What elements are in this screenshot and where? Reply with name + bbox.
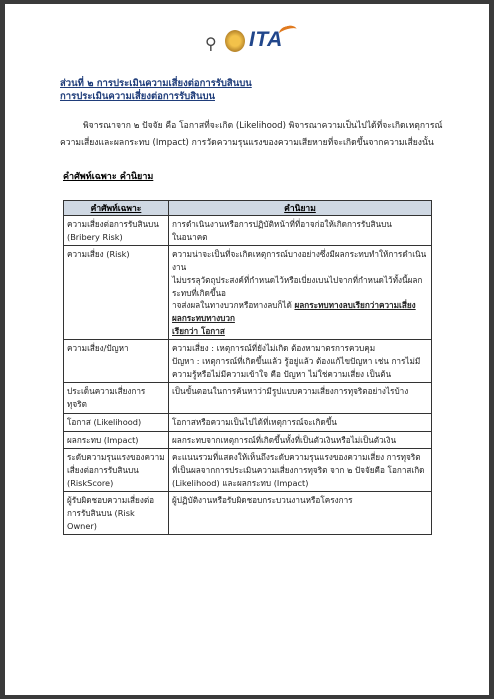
terms-heading: คำศัพท์เฉพาะ คำนิยาม bbox=[63, 172, 154, 182]
definition-cell bbox=[169, 246, 432, 340]
term-text: ผู้รับผิดชอบความเสี่ยงต่อ bbox=[67, 495, 155, 506]
table-row bbox=[64, 216, 432, 246]
term-cell bbox=[64, 216, 169, 246]
term-cell bbox=[64, 246, 169, 340]
definition-text: าจส่งผลในทางบวกหรือทางลบก็ได้ bbox=[172, 300, 295, 311]
term-cell bbox=[64, 492, 169, 535]
term-cell: ประเด็นความเสี่ยงการทุจริต bbox=[64, 383, 169, 413]
definition-text bbox=[172, 299, 428, 324]
table-row bbox=[64, 431, 432, 449]
header-term: คำศัพท์เฉพาะ bbox=[64, 201, 169, 216]
term-cell: ผลกระทบ (Impact) bbox=[64, 431, 169, 449]
term-cell bbox=[64, 449, 169, 492]
magnifier-icon: ⚲ bbox=[205, 34, 217, 53]
table-row bbox=[64, 340, 432, 383]
term-text: เสี่ยงต่อการรับสินบน bbox=[67, 464, 139, 475]
table-header-row bbox=[64, 201, 432, 216]
document-page bbox=[5, 4, 489, 695]
section-title: ส่วนที่ ๒ การประเมินความเสี่ยงต่อการรับสินบน bbox=[60, 78, 252, 89]
term-text: ความเสี่ยง/ปัญหา bbox=[67, 343, 129, 354]
table-row bbox=[64, 413, 432, 431]
table-row bbox=[64, 449, 432, 492]
definition-text: ความรู้หรือไม่มีความเข้าใจ คือ ปัญหา ไม่ใช่ความเสี่ยง เป็นต้น bbox=[172, 368, 392, 379]
definition-cell bbox=[169, 449, 432, 492]
seal-icon bbox=[225, 30, 245, 52]
definition-cell: โอกาสหรือความเป็นไปได้ที่เหตุการณ์จะเกิดขึ้น bbox=[169, 413, 432, 431]
section-subtitle: การประเมินความเสี่ยงต่อการรับสินบน bbox=[60, 91, 215, 102]
swoosh-icon bbox=[278, 24, 298, 39]
definition-text: ความเสี่ยง : เหตุการณ์ที่ยังไม่เกิด ต้องหามาตรการควบคุม bbox=[172, 343, 376, 354]
term-text: ความเสี่ยงต่อการรับสินบน bbox=[67, 219, 159, 229]
definition-text: ปัญหา : เหตุการณ์ที่เกิดขึ้นแล้ว รู้อยู่แล้ว ต้องแก้ไขปัญหา เช่น การไม่มี bbox=[172, 356, 421, 367]
intro-line-2: ความเสี่ยงและผลกระทบ (Impact) การวัดความรุนแรงของความเสียหายที่จะเกิดขึ้นจากความเสี่ยงนั้น bbox=[60, 138, 434, 148]
ita-logo bbox=[203, 24, 303, 58]
logo-text: ITA bbox=[249, 28, 283, 51]
term-text: ความเสี่ยง (Risk) bbox=[67, 249, 130, 260]
definition-text: ในอนาคต bbox=[172, 231, 208, 242]
term-text: ระดับความรุนแรงของความ bbox=[67, 452, 165, 463]
term-text: การรับสินบน (Risk Owner) bbox=[67, 508, 135, 531]
definition-text: (Likelihood) และผลกระทบ (Impact) bbox=[172, 477, 309, 488]
definition-cell bbox=[169, 216, 432, 246]
definition-text: ไม่บรรลุวัตถุประสงค์ที่กำหนดไว้หรือเบี่ยงเบนไปจากที่กำหนดไว้ทั้งนี้ผลกระทบที่เกิดขึ้นอ bbox=[172, 274, 423, 298]
definition-cell: ผู้ปฏิบัติงานหรือรับผิดชอบกระบวนงานหรือโครงการ bbox=[169, 492, 432, 535]
definition-text: คะแนนรวมที่แสดงให้เห็นถึงระดับความรุนแรงของความเสี่ยง การทุจริต bbox=[172, 452, 421, 463]
term-text: (RiskScore) bbox=[67, 477, 114, 488]
table-row bbox=[64, 246, 432, 340]
definition-cell bbox=[169, 340, 432, 383]
definitions-table bbox=[63, 200, 432, 535]
definition-emphasis: เรียกว่า โอกาส bbox=[172, 325, 225, 336]
definition-emphasis: ผลกระทบทางลบเรียกว่าความเสี่ยงผลกระทบทางบวก bbox=[172, 300, 416, 323]
table-row bbox=[64, 492, 432, 535]
term-cell: โอกาส (Likelihood) bbox=[64, 413, 169, 431]
definition-text: ที่เป็นผลจากการประเมินความเสี่ยงการทุจริต จาก ๒ ปัจจัยคือ โอกาสเกิด bbox=[172, 464, 425, 475]
definition-cell: เป็นขั้นตอนในการค้นหาว่ามีรูปแบบความเสี่ยงการทุจริตอย่างไรบ้าง bbox=[169, 383, 432, 413]
definition-text: ความน่าจะเป็นที่จะเกิดเหตุการณ์บางอย่างซึ่งมีผลกระทบทำให้การดำเนินงาน bbox=[172, 249, 427, 273]
term-cell bbox=[64, 340, 169, 383]
table-row bbox=[64, 383, 432, 413]
intro-line-1: พิจารณาจาก ๒ ปัจจัย คือ โอกาสที่จะเกิด (Likelihood) พิจารณาความเป็นไปได้ที่จะเกิดเหตุการณ์ bbox=[83, 121, 443, 131]
header-definition: คำนิยาม bbox=[169, 201, 432, 216]
term-text: (Bribery Risk) bbox=[67, 231, 123, 242]
definition-text: การดำเนินงานหรือการปฏิบัติหน้าที่ที่อาจก่อให้เกิดการรับสินบน bbox=[172, 219, 392, 229]
definition-cell: ผลกระทบจากเหตุการณ์ที่เกิดขึ้นทั้งที่เป็นตัวเงินหรือไม่เป็นตัวเงิน bbox=[169, 431, 432, 449]
